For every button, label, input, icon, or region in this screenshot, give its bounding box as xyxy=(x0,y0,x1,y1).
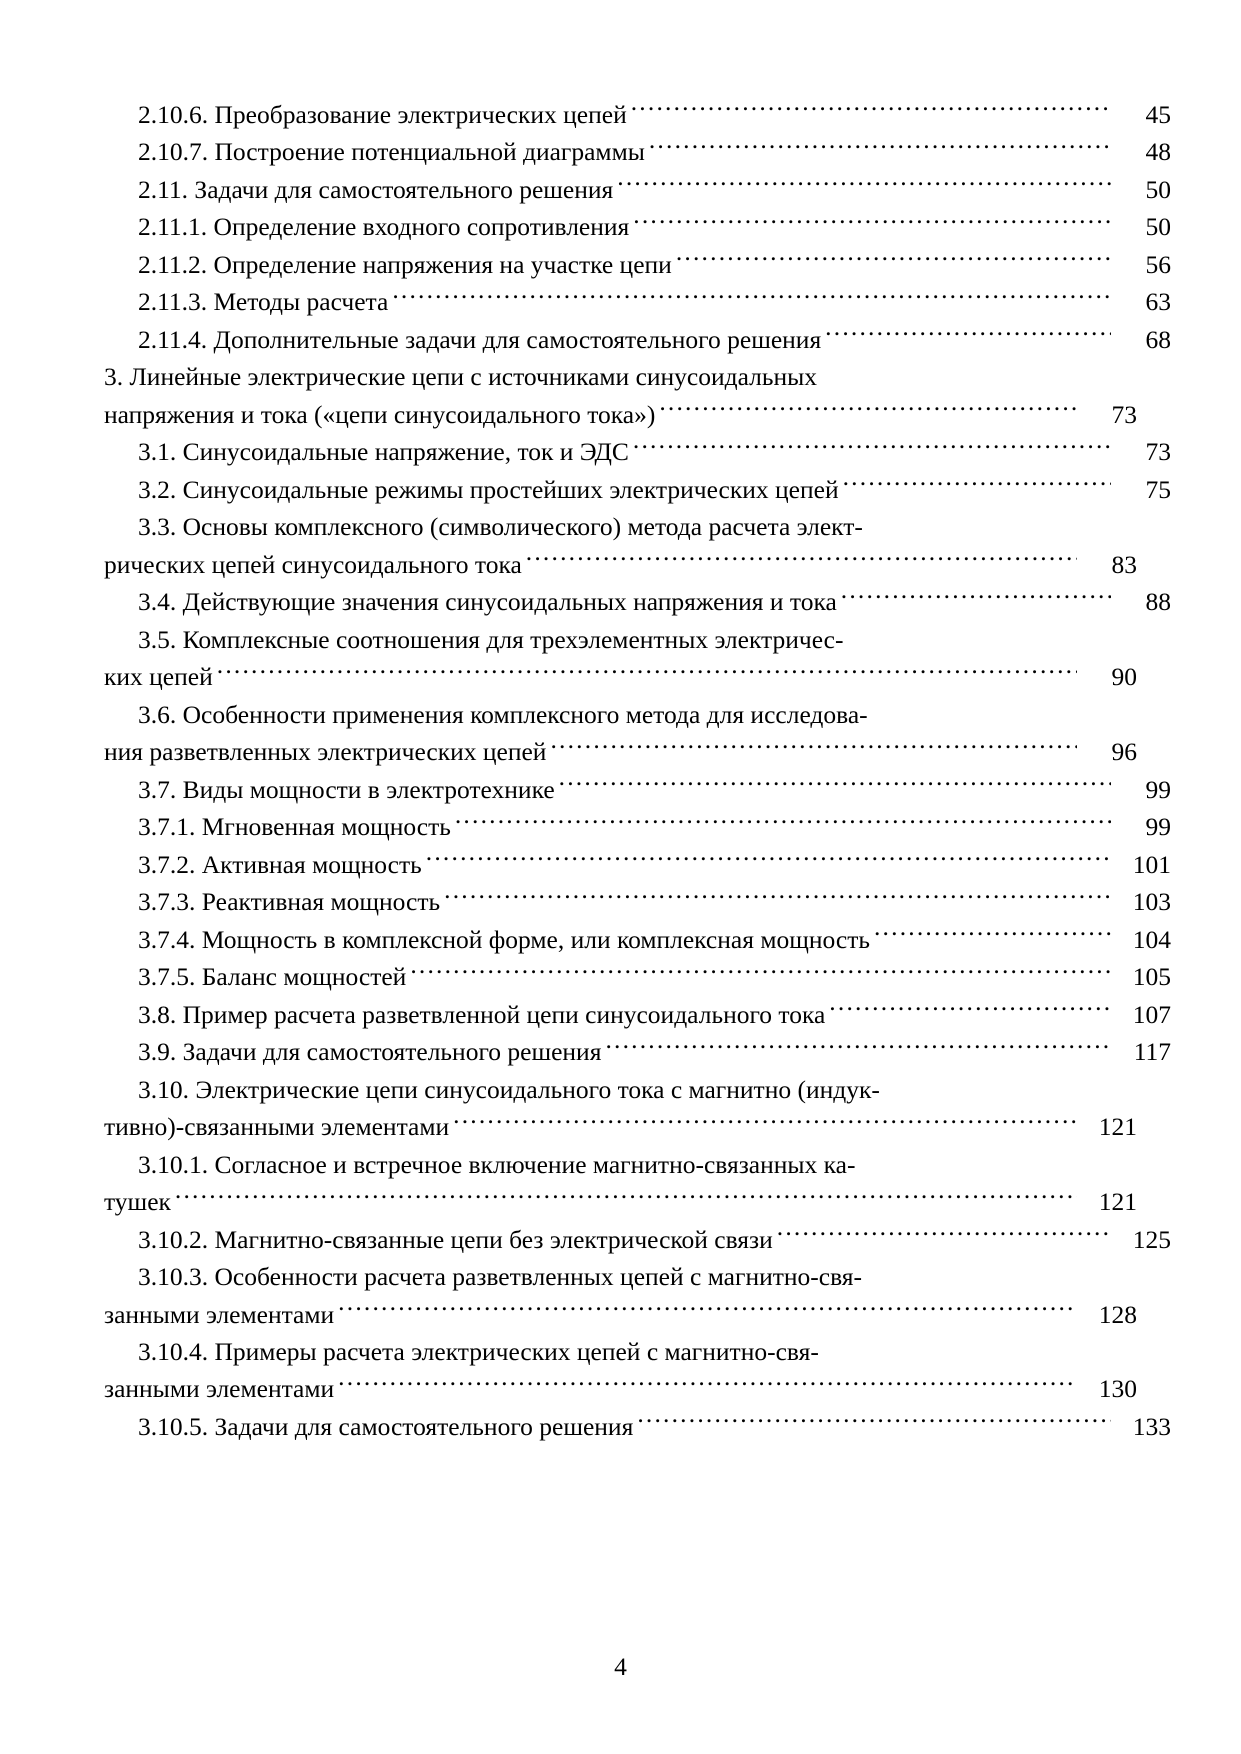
toc-entry-label-line2: тушек xyxy=(104,1187,171,1217)
toc-entry-label-line1: 3.3. Основы комплексного (символического) метода расчета элект- xyxy=(138,512,863,542)
toc-entry[interactable] xyxy=(104,208,1171,245)
toc-entry-label: 3.2. Синусоидальные режимы простейших электрических цепей xyxy=(138,474,839,504)
toc-entry[interactable] xyxy=(104,1071,1137,1146)
toc-entry-label-line1: 3.10.1. Согласное и встречное включение магнитно-связанных ка- xyxy=(138,1149,856,1179)
toc-leader-dots xyxy=(874,922,1111,948)
toc-entry[interactable] xyxy=(104,321,1171,358)
toc-page-number: 50 xyxy=(1145,174,1171,204)
toc-page-number: 75 xyxy=(1145,474,1171,504)
toc-entry-label-line1: 3. Линейные электрические цепи с источниками синусоидальных xyxy=(104,362,818,392)
toc-entry[interactable] xyxy=(104,771,1171,808)
toc-leader-dots xyxy=(338,1297,1077,1323)
toc-leader-dots xyxy=(338,1372,1077,1398)
toc-entry[interactable] xyxy=(104,283,1171,320)
toc-leader-dots xyxy=(410,960,1111,986)
toc-leader-dots xyxy=(843,472,1111,498)
toc-entry-label: 2.11.4. Дополнительные задачи для самостоятельного решения xyxy=(138,324,822,354)
toc-entry[interactable] xyxy=(104,171,1171,208)
toc-leader-dots xyxy=(659,397,1077,423)
toc-entry-label-line1: 3.10.4. Примеры расчета электрических цепей с магнитно-свя- xyxy=(138,1336,819,1366)
toc-entry[interactable] xyxy=(104,1408,1171,1445)
toc-leader-dots xyxy=(777,1222,1111,1248)
toc-entry[interactable] xyxy=(104,621,1137,696)
toc-entry-label-line1: 3.5. Комплексные соотношения для трехэлементных электричес- xyxy=(138,624,844,654)
toc-entry-label-line2: напряжения и тока («цепи синусоидального тока») xyxy=(104,399,656,429)
toc-page-number: 88 xyxy=(1145,587,1171,617)
toc-entry[interactable] xyxy=(104,1258,1137,1333)
toc-entry[interactable] xyxy=(104,883,1171,920)
toc-leader-dots xyxy=(631,98,1111,124)
toc-page-number: 73 xyxy=(1145,437,1171,467)
toc-leader-dots xyxy=(841,585,1111,611)
toc-page-number: 103 xyxy=(1132,887,1171,917)
toc-entry-label: 2.10.7. Построение потенциальной диаграммы xyxy=(138,137,645,167)
toc-entry[interactable] xyxy=(104,996,1171,1033)
toc-page-number: 48 xyxy=(1145,137,1171,167)
toc-leader-dots xyxy=(426,847,1111,873)
toc-page-number: 107 xyxy=(1132,999,1171,1029)
toc-leader-dots xyxy=(559,772,1111,798)
toc-leader-dots xyxy=(637,1409,1111,1435)
toc-page-number: 133 xyxy=(1132,1411,1171,1441)
toc-entry[interactable] xyxy=(104,246,1171,283)
toc-leader-dots xyxy=(605,1035,1111,1061)
toc-page-number: 68 xyxy=(1145,324,1171,354)
toc-entry-label: 3.10.5. Задачи для самостоятельного решения xyxy=(138,1411,634,1441)
toc-leader-dots xyxy=(825,322,1111,348)
toc-page-number: 130 xyxy=(1098,1374,1137,1404)
toc-entry[interactable] xyxy=(104,471,1171,508)
toc-entry-label: 2.11.1. Определение входного сопротивления xyxy=(138,212,630,242)
toc-leader-dots xyxy=(676,247,1111,273)
toc-entry[interactable] xyxy=(104,433,1171,470)
toc-entry-label: 3.7. Виды мощности в электротехнике xyxy=(138,774,555,804)
page-number: 4 xyxy=(614,1652,627,1681)
toc-leader-dots xyxy=(444,885,1111,911)
toc-entry-label: 2.10.6. Преобразование электрических цепей xyxy=(138,100,627,129)
toc-leader-dots xyxy=(455,810,1111,836)
toc-entry-label-line2: тивно)-связанными элементами xyxy=(104,1112,450,1142)
toc-entry-label: 2.11.3. Методы расчета xyxy=(138,287,389,317)
toc-page-number: 45 xyxy=(1145,100,1171,129)
toc-entry-label: 3.7.2. Активная мощность xyxy=(138,849,422,879)
toc-entry-label: 3.1. Синусоидальные напряжение, ток и ЭДС xyxy=(138,437,629,467)
toc-entry-label-line1: 3.10. Электрические цепи синусоидального тока с магнитно (индук- xyxy=(138,1074,880,1104)
toc-leader-dots xyxy=(649,135,1111,161)
toc-entry-label-line2: ких цепей xyxy=(104,662,213,692)
toc-leader-dots xyxy=(217,660,1077,686)
toc-entry[interactable] xyxy=(104,1333,1137,1408)
toc-entry-label-line2: рических цепей синусоидального тока xyxy=(104,549,522,579)
toc-entry[interactable] xyxy=(104,133,1171,170)
toc-page-number: 128 xyxy=(1098,1299,1137,1329)
toc-page-number: 63 xyxy=(1145,287,1171,317)
toc-page-number: 125 xyxy=(1132,1224,1171,1254)
toc-page-number: 104 xyxy=(1132,924,1171,954)
toc-page-number: 121 xyxy=(1098,1187,1137,1217)
toc-page-number: 50 xyxy=(1145,212,1171,242)
toc-entry-label-line1: 3.10.3. Особенности расчета разветвленных цепей с магнитно-свя- xyxy=(138,1262,863,1292)
toc-entry[interactable] xyxy=(104,358,1137,433)
toc-entry[interactable] xyxy=(104,96,1171,133)
toc-page-number: 90 xyxy=(1111,662,1137,692)
toc-entry[interactable] xyxy=(104,1146,1137,1221)
toc-page-number: 73 xyxy=(1111,399,1137,429)
toc-entry-label: 3.4. Действующие значения синусоидальных напряжения и тока xyxy=(138,587,837,617)
toc-page-number: 83 xyxy=(1111,549,1137,579)
toc-page-number: 117 xyxy=(1133,1037,1171,1067)
toc-entry[interactable] xyxy=(104,1033,1171,1070)
toc-leader-dots xyxy=(392,285,1111,311)
toc-entry-label-line2: занными элементами xyxy=(104,1374,335,1404)
toc-entry-label: 2.11.2. Определение напряжения на участке цепи xyxy=(138,249,672,279)
toc-entry[interactable] xyxy=(104,508,1137,583)
toc-entry-label: 3.10.2. Магнитно-связанные цепи без электрической связи xyxy=(138,1224,773,1254)
toc-entry-label-line2: занными элементами xyxy=(104,1299,335,1329)
toc-page-number: 105 xyxy=(1132,962,1171,992)
toc-entry[interactable] xyxy=(104,921,1171,958)
toc-leader-dots xyxy=(175,1185,1077,1211)
toc-entry[interactable] xyxy=(104,583,1171,620)
toc-entry[interactable] xyxy=(104,958,1171,995)
toc-entry-label: 2.11. Задачи для самостоятельного решения xyxy=(138,174,614,204)
toc-leader-dots xyxy=(633,435,1111,461)
toc-entry[interactable] xyxy=(104,1221,1171,1258)
table-of-contents xyxy=(104,96,1171,1445)
toc-leader-dots xyxy=(453,1110,1077,1136)
toc-entry-label: 3.7.1. Мгновенная мощность xyxy=(138,812,451,842)
toc-leader-dots xyxy=(829,997,1111,1023)
toc-entry-label: 3.8. Пример расчета разветвленной цепи синусоидального тока xyxy=(138,999,826,1029)
toc-entry-label-line1: 3.6. Особенности применения комплексного метода для исследова- xyxy=(138,699,868,729)
toc-entry-label: 3.7.5. Баланс мощностей xyxy=(138,962,407,992)
toc-leader-dots xyxy=(633,210,1111,236)
toc-page-number: 99 xyxy=(1145,812,1171,842)
toc-entry-label: 3.9. Задачи для самостоятельного решения xyxy=(138,1037,602,1067)
toc-page-number: 96 xyxy=(1111,737,1137,767)
toc-leader-dots xyxy=(550,735,1077,761)
toc-entry-label: 3.7.3. Реактивная мощность xyxy=(138,887,441,917)
toc-entry[interactable] xyxy=(104,808,1171,845)
toc-leader-dots xyxy=(617,172,1111,198)
toc-page-number: 56 xyxy=(1145,249,1171,279)
toc-page-number: 99 xyxy=(1145,774,1171,804)
toc-entry-label-line2: ния разветвленных электрических цепей xyxy=(104,737,547,767)
toc-entry[interactable] xyxy=(104,696,1137,771)
toc-entry-label: 3.7.4. Мощность в комплексной форме, или комплексная мощность xyxy=(138,924,870,954)
toc-entry[interactable] xyxy=(104,846,1171,883)
toc-leader-dots xyxy=(526,547,1077,573)
toc-page-number: 101 xyxy=(1132,849,1171,879)
toc-page-number: 121 xyxy=(1098,1112,1137,1142)
